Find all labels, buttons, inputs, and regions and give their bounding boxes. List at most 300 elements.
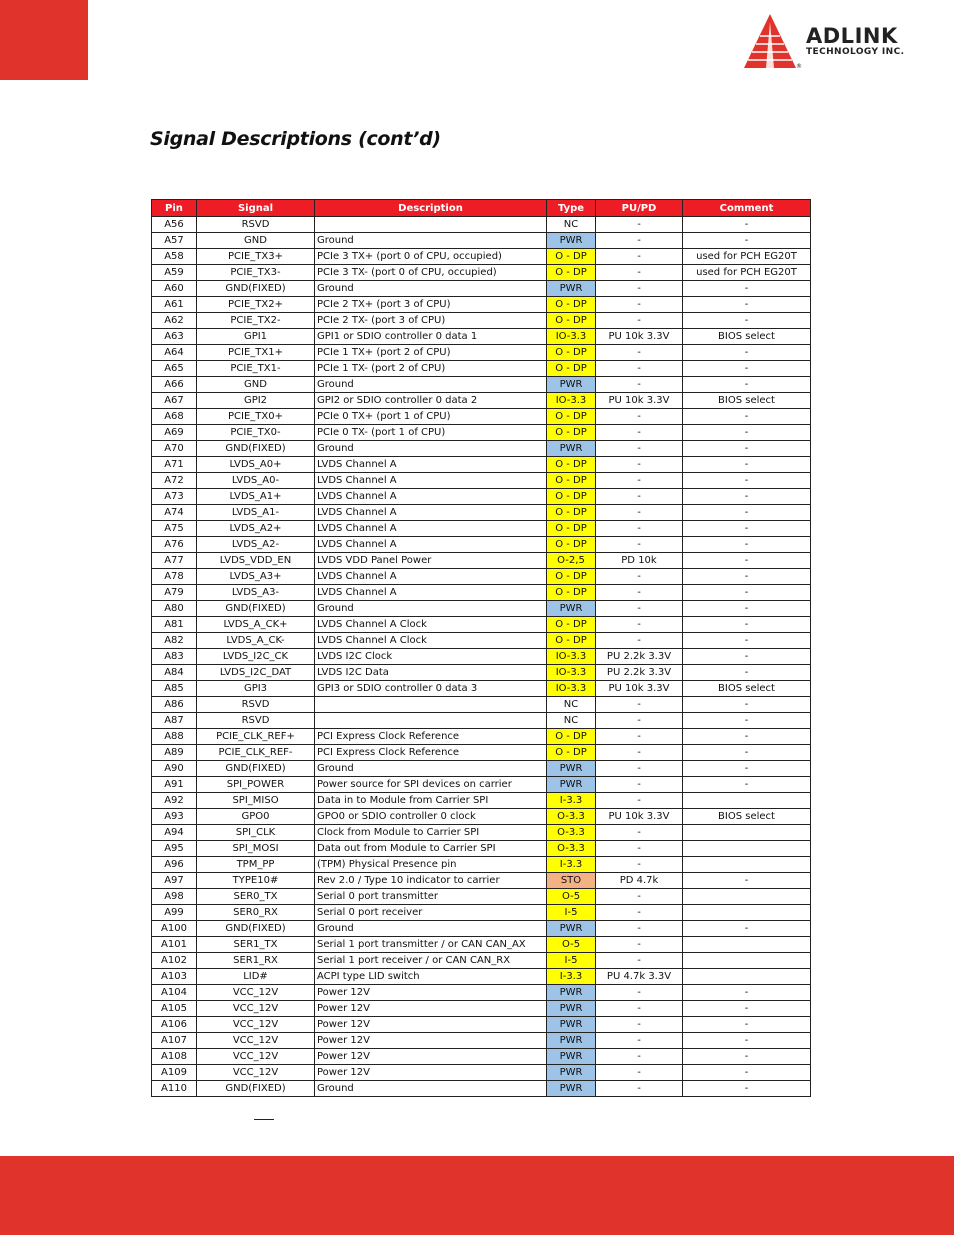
cell-pin: A99	[152, 905, 197, 921]
cell-type: I-3.3	[547, 793, 596, 809]
cell-description: Power 12V	[315, 1033, 547, 1049]
cell-description: GPI2 or SDIO controller 0 data 2	[315, 393, 547, 409]
table-row	[152, 537, 811, 553]
cell-pupd: -	[596, 425, 683, 441]
cell-pupd: -	[596, 313, 683, 329]
cell-type: O-5	[547, 889, 596, 905]
cell-pupd: -	[596, 937, 683, 953]
cell-type: PWR	[547, 985, 596, 1001]
table-row	[152, 1001, 811, 1017]
cell-signal: VCC_12V	[197, 1033, 315, 1049]
cell-signal: SER1_RX	[197, 953, 315, 969]
cell-type: O - DP	[547, 633, 596, 649]
cell-description: Power 12V	[315, 1001, 547, 1017]
cell-description: LVDS Channel A Clock	[315, 617, 547, 633]
cell-pin: A64	[152, 345, 197, 361]
cell-comment: -	[683, 345, 811, 361]
cell-pin: A97	[152, 873, 197, 889]
cell-description: Serial 0 port transmitter	[315, 889, 547, 905]
cell-signal: GND(FIXED)	[197, 1081, 315, 1097]
cell-signal: PCIE_CLK_REF-	[197, 745, 315, 761]
cell-signal: LVDS_A3-	[197, 585, 315, 601]
cell-description: Serial 1 port transmitter / or CAN CAN_AX	[315, 937, 547, 953]
cell-pupd: -	[596, 1001, 683, 1017]
cell-type: PWR	[547, 441, 596, 457]
cell-signal: SPI_MOSI	[197, 841, 315, 857]
cell-signal: SER0_RX	[197, 905, 315, 921]
cell-description: GPI1 or SDIO controller 0 data 1	[315, 329, 547, 345]
cell-pin: A72	[152, 473, 197, 489]
cell-pupd: -	[596, 777, 683, 793]
cell-type: O - DP	[547, 569, 596, 585]
cell-type: O - DP	[547, 425, 596, 441]
table-row	[152, 697, 811, 713]
cell-type: STO	[547, 873, 596, 889]
cell-description: PCIe 1 TX- (port 2 of CPU)	[315, 361, 547, 377]
cell-comment	[683, 841, 811, 857]
cell-pupd: -	[596, 761, 683, 777]
cell-type: O - DP	[547, 345, 596, 361]
cell-signal: TPM_PP	[197, 857, 315, 873]
cell-pupd: -	[596, 1065, 683, 1081]
table-row	[152, 841, 811, 857]
cell-signal: LVDS_A_CK+	[197, 617, 315, 633]
logo-registered-mark: ®	[796, 63, 802, 70]
cell-comment: -	[683, 425, 811, 441]
cell-description: Ground	[315, 761, 547, 777]
cell-type: IO-3.3	[547, 393, 596, 409]
cell-description: Ground	[315, 377, 547, 393]
cell-pin: A65	[152, 361, 197, 377]
cell-pupd: -	[596, 745, 683, 761]
table-row	[152, 281, 811, 297]
cell-pin: A91	[152, 777, 197, 793]
cell-pin: A59	[152, 265, 197, 281]
cell-signal: PCIE_TX1-	[197, 361, 315, 377]
cell-pin: A74	[152, 505, 197, 521]
cell-description: Ground	[315, 921, 547, 937]
cell-signal: PCIE_TX1+	[197, 345, 315, 361]
cell-type: PWR	[547, 1081, 596, 1097]
table-header-row	[152, 200, 811, 217]
page-title: Signal Descriptions (cont’d)	[150, 128, 441, 150]
cell-description: GPI3 or SDIO controller 0 data 3	[315, 681, 547, 697]
table-row	[152, 233, 811, 249]
cell-comment: -	[683, 313, 811, 329]
cell-comment: -	[683, 601, 811, 617]
cell-type: O - DP	[547, 489, 596, 505]
cell-type: O - DP	[547, 537, 596, 553]
table-row	[152, 681, 811, 697]
cell-comment: -	[683, 553, 811, 569]
cell-pin: A94	[152, 825, 197, 841]
cell-pupd: PU 2.2k 3.3V	[596, 649, 683, 665]
cell-description: Power 12V	[315, 1065, 547, 1081]
table-row	[152, 793, 811, 809]
cell-pupd: -	[596, 521, 683, 537]
cell-signal: LVDS_A0-	[197, 473, 315, 489]
cell-pin: A90	[152, 761, 197, 777]
cell-description: GPO0 or SDIO controller 0 clock	[315, 809, 547, 825]
cell-comment: -	[683, 473, 811, 489]
cell-type: O - DP	[547, 313, 596, 329]
cell-pupd: -	[596, 297, 683, 313]
table-row	[152, 521, 811, 537]
cell-pin: A70	[152, 441, 197, 457]
cell-comment: -	[683, 777, 811, 793]
cell-description: PCIe 0 TX- (port 1 of CPU)	[315, 425, 547, 441]
cell-pupd: PD 4.7k	[596, 873, 683, 889]
cell-comment: -	[683, 713, 811, 729]
cell-pupd: -	[596, 457, 683, 473]
cell-pin: A76	[152, 537, 197, 553]
cell-type: PWR	[547, 1049, 596, 1065]
cell-comment: -	[683, 377, 811, 393]
cell-pupd: -	[596, 505, 683, 521]
cell-pupd: -	[596, 985, 683, 1001]
cell-pupd: -	[596, 265, 683, 281]
cell-comment: -	[683, 1081, 811, 1097]
cell-comment: BIOS select	[683, 329, 811, 345]
cell-signal: LVDS_A3+	[197, 569, 315, 585]
cell-pupd: -	[596, 1049, 683, 1065]
cell-pin: A68	[152, 409, 197, 425]
cell-description: PCIe 1 TX+ (port 2 of CPU)	[315, 345, 547, 361]
cell-comment: -	[683, 297, 811, 313]
table-row	[152, 585, 811, 601]
cell-pupd: -	[596, 249, 683, 265]
cell-description: PCI Express Clock Reference	[315, 745, 547, 761]
cell-type: I-5	[547, 953, 596, 969]
cell-description: PCIe 2 TX- (port 3 of CPU)	[315, 313, 547, 329]
cell-pupd: PU 10k 3.3V	[596, 393, 683, 409]
header-type: Type	[547, 200, 596, 217]
cell-comment: -	[683, 537, 811, 553]
table-row	[152, 457, 811, 473]
cell-signal: GND(FIXED)	[197, 921, 315, 937]
cell-pupd: -	[596, 825, 683, 841]
cell-comment: -	[683, 361, 811, 377]
cell-description: LVDS I2C Data	[315, 665, 547, 681]
table-row	[152, 1017, 811, 1033]
cell-pin: A92	[152, 793, 197, 809]
table-row	[152, 361, 811, 377]
cell-pin: A95	[152, 841, 197, 857]
cell-pupd: -	[596, 217, 683, 233]
cell-pin: A82	[152, 633, 197, 649]
cell-description: PCIe 0 TX+ (port 1 of CPU)	[315, 409, 547, 425]
cell-type: O-3.3	[547, 809, 596, 825]
cell-type: O-3.3	[547, 825, 596, 841]
cell-description: LVDS Channel A	[315, 521, 547, 537]
cell-description: LVDS Channel A	[315, 457, 547, 473]
cell-pin: A89	[152, 745, 197, 761]
cell-signal: SER1_TX	[197, 937, 315, 953]
cell-signal: GND(FIXED)	[197, 601, 315, 617]
cell-signal: GPI1	[197, 329, 315, 345]
cell-type: NC	[547, 697, 596, 713]
cell-comment	[683, 825, 811, 841]
cell-pin: A79	[152, 585, 197, 601]
cell-description: LVDS Channel A	[315, 473, 547, 489]
cell-comment: -	[683, 457, 811, 473]
table-row	[152, 809, 811, 825]
cell-description: Ground	[315, 233, 547, 249]
cell-pupd: PU 10k 3.3V	[596, 681, 683, 697]
cell-comment: -	[683, 441, 811, 457]
cell-comment: -	[683, 729, 811, 745]
cell-description: Power source for SPI devices on carrier	[315, 777, 547, 793]
table-row	[152, 921, 811, 937]
cell-comment: -	[683, 585, 811, 601]
cell-type: PWR	[547, 377, 596, 393]
cell-type: O - DP	[547, 729, 596, 745]
signal-table	[151, 199, 811, 1097]
cell-description	[315, 217, 547, 233]
cell-comment: -	[683, 1049, 811, 1065]
cell-description	[315, 713, 547, 729]
cell-description: LVDS VDD Panel Power	[315, 553, 547, 569]
cell-pin: A84	[152, 665, 197, 681]
cell-signal: GPI3	[197, 681, 315, 697]
table-row	[152, 617, 811, 633]
cell-comment: -	[683, 633, 811, 649]
cell-description: PCIe 3 TX+ (port 0 of CPU, occupied)	[315, 249, 547, 265]
cell-signal: RSVD	[197, 713, 315, 729]
cell-comment: -	[683, 985, 811, 1001]
cell-pin: A86	[152, 697, 197, 713]
cell-type: O - DP	[547, 265, 596, 281]
cell-description: LVDS Channel A	[315, 537, 547, 553]
cell-description: LVDS Channel A	[315, 505, 547, 521]
table-row	[152, 633, 811, 649]
cell-description: LVDS I2C Clock	[315, 649, 547, 665]
cell-pin: A96	[152, 857, 197, 873]
cell-comment: used for PCH EG20T	[683, 249, 811, 265]
cell-comment: -	[683, 761, 811, 777]
cell-signal: LVDS_A1-	[197, 505, 315, 521]
table-row	[152, 425, 811, 441]
cell-signal: PCIE_CLK_REF+	[197, 729, 315, 745]
cell-description: LVDS Channel A	[315, 489, 547, 505]
cell-pin: A56	[152, 217, 197, 233]
cell-type: IO-3.3	[547, 329, 596, 345]
table-row	[152, 489, 811, 505]
cell-pupd: -	[596, 1033, 683, 1049]
cell-type: O - DP	[547, 297, 596, 313]
cell-description: PCIe 2 TX+ (port 3 of CPU)	[315, 297, 547, 313]
cell-type: O-3.3	[547, 841, 596, 857]
cell-pin: A61	[152, 297, 197, 313]
table-row	[152, 905, 811, 921]
cell-comment: -	[683, 521, 811, 537]
cell-comment: -	[683, 217, 811, 233]
cell-pin: A77	[152, 553, 197, 569]
cell-comment: -	[683, 665, 811, 681]
cell-signal: LVDS_VDD_EN	[197, 553, 315, 569]
cell-type: O-5	[547, 937, 596, 953]
table-row	[152, 665, 811, 681]
cell-signal: GPO0	[197, 809, 315, 825]
cell-signal: RSVD	[197, 697, 315, 713]
cell-pupd: -	[596, 905, 683, 921]
cell-signal: SPI_POWER	[197, 777, 315, 793]
cell-signal: PCIE_TX2+	[197, 297, 315, 313]
cell-description: Data out from Module to Carrier SPI	[315, 841, 547, 857]
cell-description: Ground	[315, 1081, 547, 1097]
cell-pin: A78	[152, 569, 197, 585]
cell-pin: A73	[152, 489, 197, 505]
cell-signal: GPI2	[197, 393, 315, 409]
cell-comment: BIOS select	[683, 809, 811, 825]
table-row	[152, 729, 811, 745]
table-row	[152, 505, 811, 521]
cell-signal: PCIE_TX0+	[197, 409, 315, 425]
table-row	[152, 345, 811, 361]
corner-accent-block	[0, 0, 88, 80]
underline-mark	[254, 1119, 274, 1120]
cell-description: LVDS Channel A	[315, 569, 547, 585]
cell-comment	[683, 889, 811, 905]
cell-signal: LVDS_A0+	[197, 457, 315, 473]
cell-comment	[683, 937, 811, 953]
table-row	[152, 1081, 811, 1097]
cell-pupd: PU 10k 3.3V	[596, 329, 683, 345]
cell-type: O - DP	[547, 745, 596, 761]
cell-signal: GND(FIXED)	[197, 441, 315, 457]
table-row	[152, 265, 811, 281]
cell-comment	[683, 905, 811, 921]
table-row	[152, 745, 811, 761]
cell-comment: BIOS select	[683, 681, 811, 697]
cell-pupd: -	[596, 281, 683, 297]
cell-comment: -	[683, 281, 811, 297]
cell-pupd: -	[596, 233, 683, 249]
cell-type: IO-3.3	[547, 665, 596, 681]
header-pin: Pin	[152, 200, 197, 217]
table-row	[152, 601, 811, 617]
cell-description: Clock from Module to Carrier SPI	[315, 825, 547, 841]
cell-pin: A80	[152, 601, 197, 617]
cell-type: O - DP	[547, 505, 596, 521]
cell-pin: A60	[152, 281, 197, 297]
cell-description: Serial 0 port receiver	[315, 905, 547, 921]
cell-pin: A81	[152, 617, 197, 633]
header-comment: Comment	[683, 200, 811, 217]
cell-pupd: -	[596, 857, 683, 873]
table-row	[152, 1049, 811, 1065]
cell-pupd: -	[596, 697, 683, 713]
cell-comment: used for PCH EG20T	[683, 265, 811, 281]
cell-pin: A85	[152, 681, 197, 697]
cell-signal: LVDS_A2+	[197, 521, 315, 537]
cell-comment: BIOS select	[683, 393, 811, 409]
cell-pupd: -	[596, 921, 683, 937]
cell-type: O - DP	[547, 409, 596, 425]
cell-pupd: -	[596, 409, 683, 425]
cell-pupd: -	[596, 729, 683, 745]
cell-pin: A107	[152, 1033, 197, 1049]
cell-signal: PCIE_TX2-	[197, 313, 315, 329]
cell-signal: SPI_MISO	[197, 793, 315, 809]
table-row	[152, 1065, 811, 1081]
cell-type: PWR	[547, 1033, 596, 1049]
cell-signal: PCIE_TX3+	[197, 249, 315, 265]
cell-description: LVDS Channel A Clock	[315, 633, 547, 649]
cell-comment: -	[683, 617, 811, 633]
adlink-logo	[742, 12, 932, 72]
cell-type: PWR	[547, 921, 596, 937]
cell-signal: GND(FIXED)	[197, 761, 315, 777]
cell-comment: -	[683, 1001, 811, 1017]
cell-pupd: -	[596, 441, 683, 457]
cell-type: IO-3.3	[547, 649, 596, 665]
cell-pupd: -	[596, 841, 683, 857]
cell-pin: A71	[152, 457, 197, 473]
cell-type: O - DP	[547, 521, 596, 537]
adlink-triangle-icon	[742, 12, 798, 70]
cell-pin: A103	[152, 969, 197, 985]
cell-comment: -	[683, 505, 811, 521]
cell-signal: SPI_CLK	[197, 825, 315, 841]
cell-comment: -	[683, 921, 811, 937]
cell-pupd: -	[596, 713, 683, 729]
cell-comment: -	[683, 233, 811, 249]
cell-pin: A93	[152, 809, 197, 825]
cell-type: O - DP	[547, 361, 596, 377]
cell-pin: A57	[152, 233, 197, 249]
cell-type: I-3.3	[547, 857, 596, 873]
cell-signal: VCC_12V	[197, 1001, 315, 1017]
table-row	[152, 409, 811, 425]
cell-pin: A63	[152, 329, 197, 345]
cell-type: I-5	[547, 905, 596, 921]
cell-comment: -	[683, 873, 811, 889]
cell-pin: A58	[152, 249, 197, 265]
table-row	[152, 441, 811, 457]
header-signal: Signal	[197, 200, 315, 217]
table-row	[152, 313, 811, 329]
cell-type: PWR	[547, 601, 596, 617]
cell-pupd: -	[596, 345, 683, 361]
cell-pupd: PU 4.7k 3.3V	[596, 969, 683, 985]
cell-description: Serial 1 port receiver / or CAN CAN_RX	[315, 953, 547, 969]
cell-pupd: -	[596, 1017, 683, 1033]
cell-pin: A75	[152, 521, 197, 537]
cell-pin: A88	[152, 729, 197, 745]
cell-comment: -	[683, 489, 811, 505]
cell-type: NC	[547, 217, 596, 233]
table-row	[152, 249, 811, 265]
cell-pupd: -	[596, 953, 683, 969]
cell-signal: VCC_12V	[197, 985, 315, 1001]
cell-signal: TYPE10#	[197, 873, 315, 889]
table-row	[152, 377, 811, 393]
table-row	[152, 953, 811, 969]
cell-pin: A110	[152, 1081, 197, 1097]
table-row	[152, 873, 811, 889]
cell-comment: -	[683, 1033, 811, 1049]
cell-type: O - DP	[547, 473, 596, 489]
cell-pin: A105	[152, 1001, 197, 1017]
cell-pin: A108	[152, 1049, 197, 1065]
cell-pin: A109	[152, 1065, 197, 1081]
cell-pupd: -	[596, 537, 683, 553]
header-pupd: PU/PD	[596, 200, 683, 217]
cell-type: PWR	[547, 761, 596, 777]
cell-description: Ground	[315, 441, 547, 457]
cell-signal: LVDS_A2-	[197, 537, 315, 553]
